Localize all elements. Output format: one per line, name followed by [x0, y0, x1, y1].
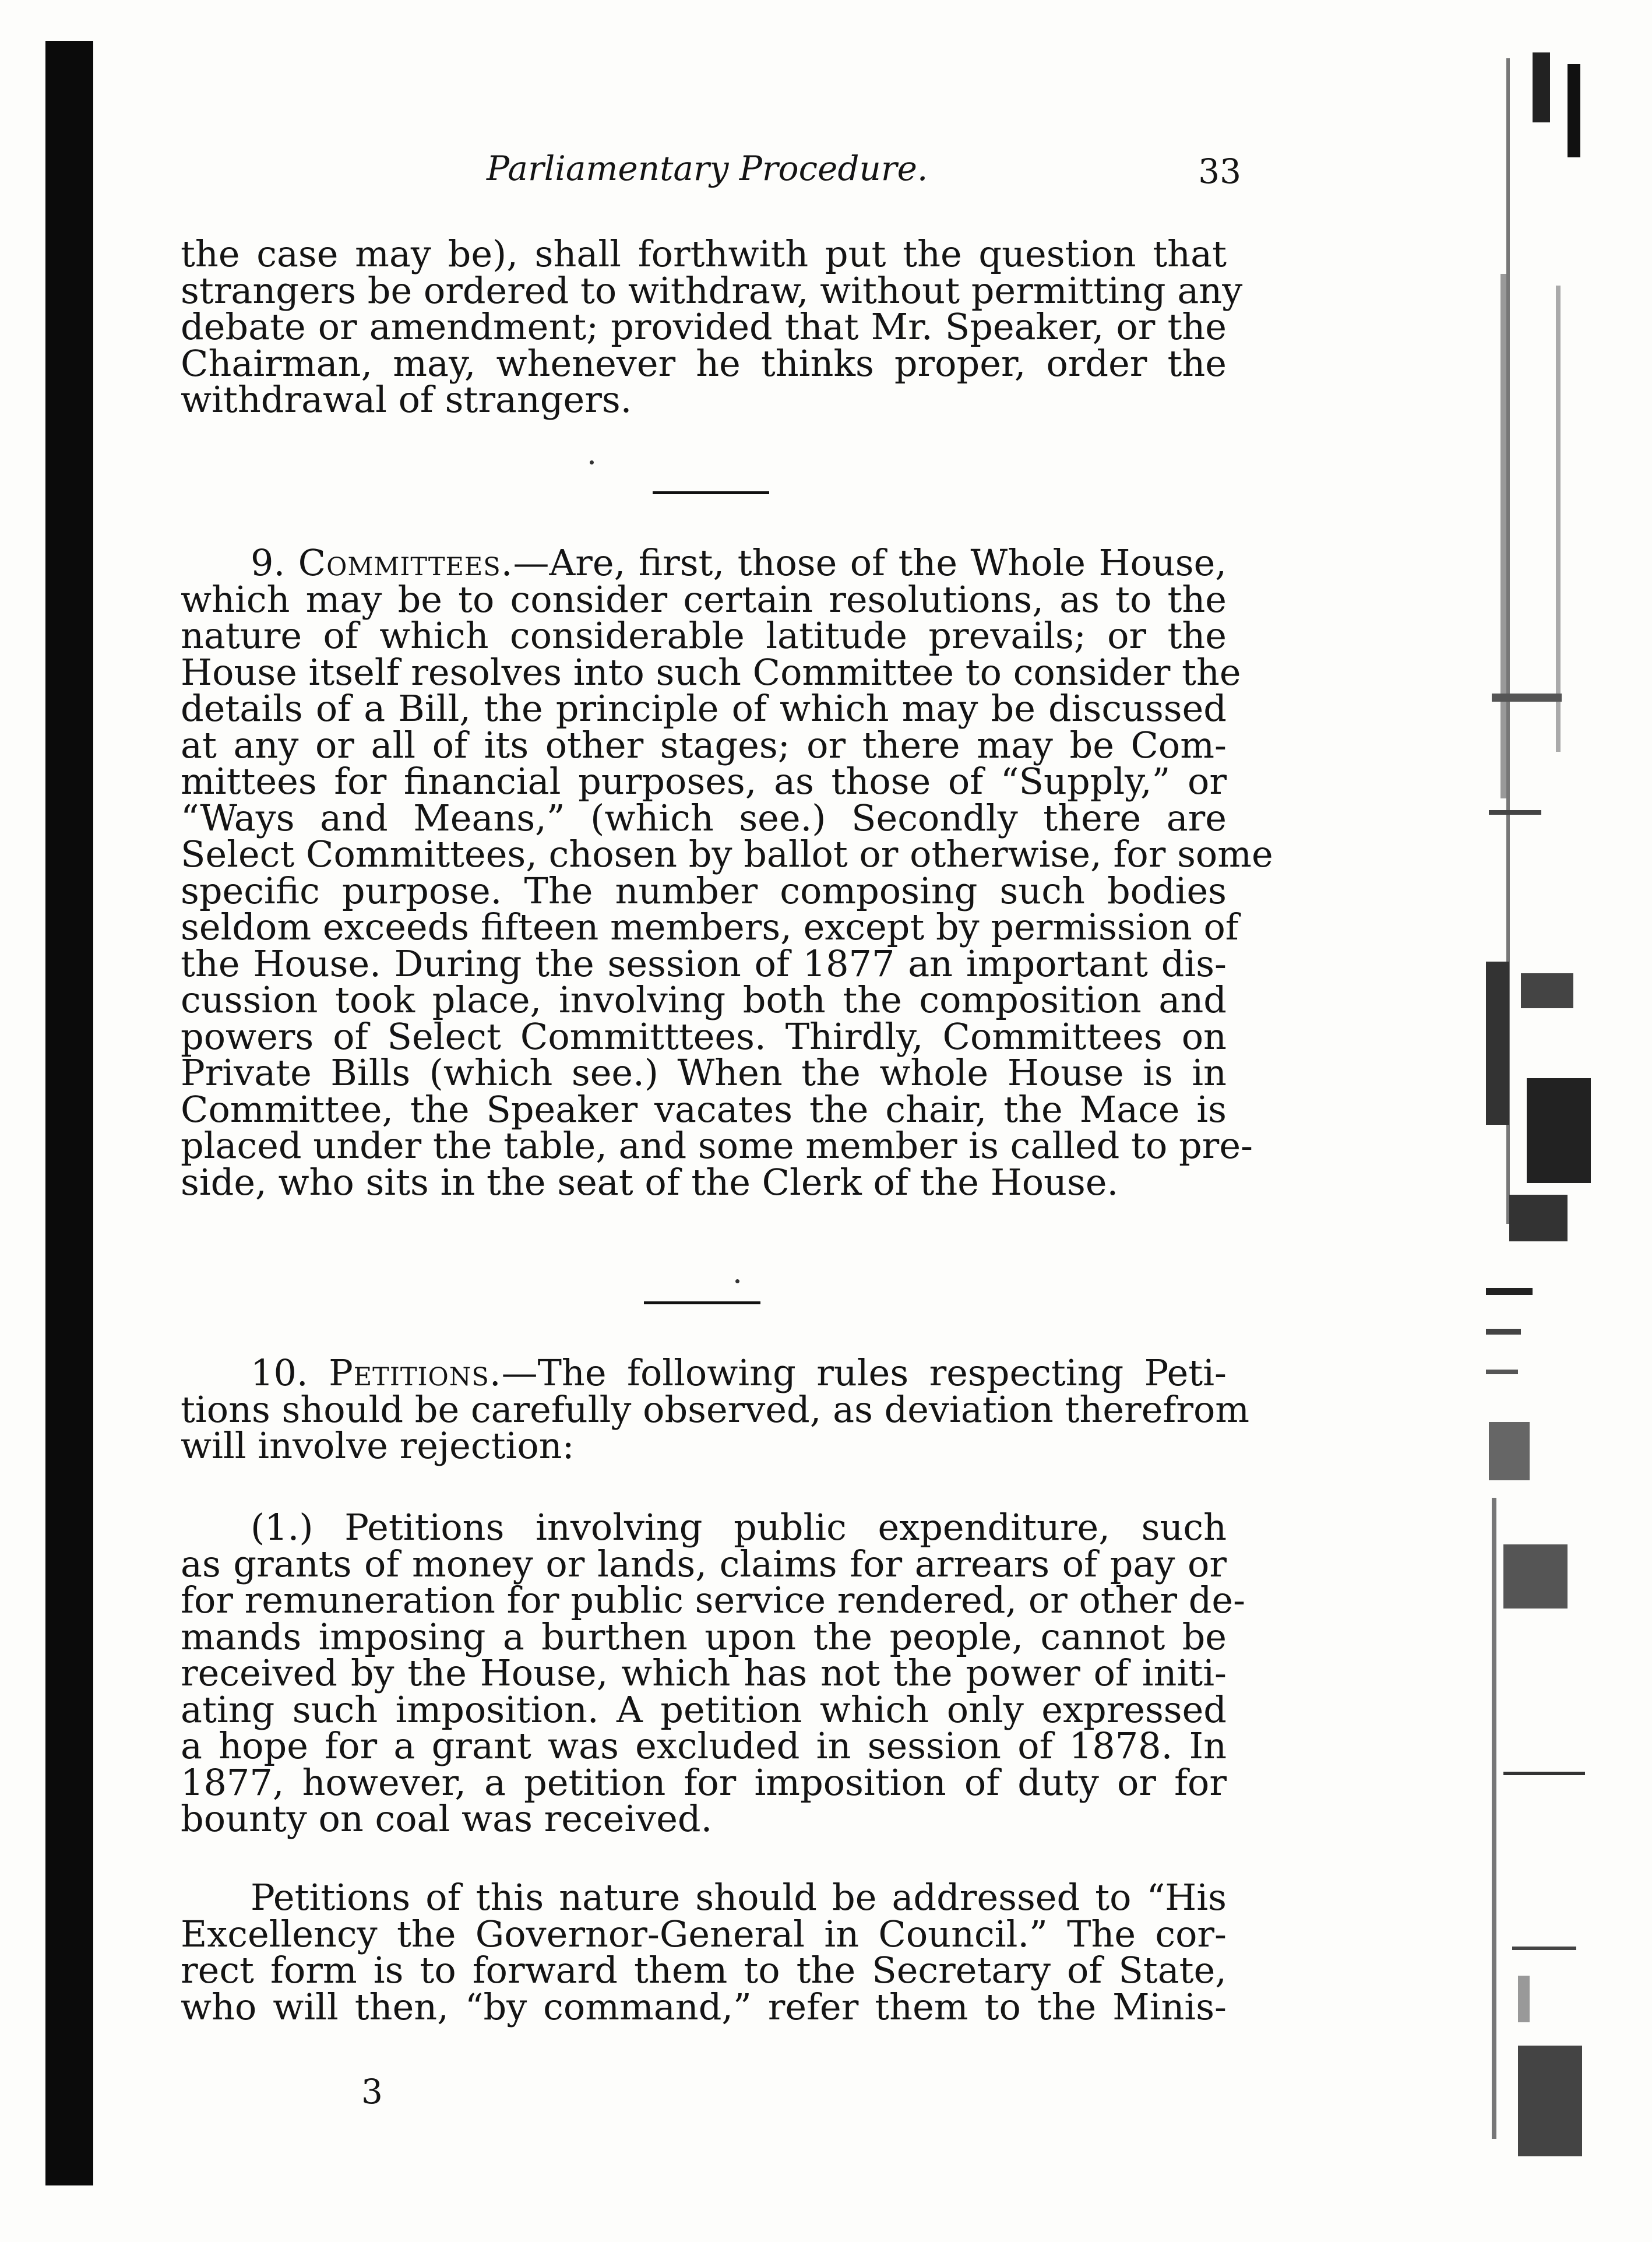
- text-line: specific purpose. The number composing such bodies: [181, 869, 1227, 912]
- text-line: cussion took place, involving both the composition and: [181, 979, 1227, 1021]
- section-number: 9.: [251, 541, 286, 584]
- text-line: debate or amendment; provided that Mr. Speaker, or the: [181, 305, 1227, 348]
- text-line: side, who sits in the seat of the Clerk of the House.: [181, 1160, 1119, 1203]
- text-line: rect form is to forward them to the Secretary of State,: [181, 1949, 1227, 1991]
- text-line: who will then, “by command,” refer them to the Minis-: [181, 1985, 1227, 2028]
- text-line: which may be to consider certain resolutions, as to the: [181, 578, 1227, 621]
- text-line: mittees for financial purposes, as those of “Supply,” or: [181, 760, 1227, 803]
- section-first-text: —Are, first, those of the Whole House,: [513, 541, 1227, 584]
- text-line: nature of which considerable latitude prevails; or the: [181, 614, 1227, 657]
- section-committees: [181, 541, 1273, 1203]
- text-line: placed under the table, and some member is called to pre-: [181, 1124, 1253, 1167]
- text-line: strangers be ordered to withdraw, without permitting any: [181, 269, 1243, 312]
- text-line: as grants of money or lands, claims for arrears of pay or: [181, 1542, 1227, 1585]
- text-line: tions should be carefully observed, as deviation therefrom: [181, 1388, 1250, 1431]
- text-line: ating such imposition. A petition which only expressed: [181, 1688, 1227, 1731]
- text-line: 1877, however, a petition for imposition of duty or for: [181, 1761, 1227, 1804]
- page-edge-scan-noise: [1445, 52, 1591, 2162]
- signature-mark: 3: [361, 2072, 383, 2111]
- text-line: for remuneration for public service rendered, or other de-: [181, 1579, 1246, 1621]
- text-line: seldom exceeds fifteen members, except by permission of: [181, 906, 1239, 948]
- text-line: Select Committees, chosen by ballot or otherwise, for some: [181, 833, 1273, 875]
- section-first-text: —The following rules respecting Peti-: [501, 1351, 1227, 1394]
- binding-strip: [45, 41, 93, 2185]
- section-petitions: [181, 1351, 1250, 1467]
- text-line: (1.) Petitions involving public expenditure, such: [251, 1506, 1227, 1548]
- section-heading: Petitions.: [329, 1351, 502, 1394]
- section-first-line: [181, 541, 1227, 584]
- text-line: House itself resolves into such Committee to consider the: [181, 650, 1241, 694]
- section-divider: [653, 491, 769, 494]
- text-line: details of a Bill, the principle of which may be discussed: [181, 687, 1227, 730]
- running-title: Parliamentary Procedure.: [487, 149, 928, 188]
- section-first-line: [181, 1351, 1227, 1394]
- text-line: Petitions of this nature should be addressed to “His: [251, 1876, 1227, 1919]
- text-line: powers of Select Committtees. Thirdly, Committees on: [181, 1015, 1227, 1058]
- page-header: [181, 149, 1241, 201]
- paragraph-petitions-nature: [181, 1876, 1227, 2028]
- speck: [590, 460, 594, 464]
- paragraph-strangers: [181, 233, 1243, 421]
- text-line: will involve rejection:: [181, 1424, 575, 1467]
- section-number: 10.: [251, 1351, 308, 1394]
- text-line: the House. During the session of 1877 an important dis-: [181, 942, 1227, 985]
- text-line: received by the House, which has not the power of initi-: [181, 1652, 1227, 1694]
- text-line: Excellency the Governor-General in Council.” The cor-: [181, 1912, 1227, 1955]
- text-line: a hope for a grant was excluded in session of 1878. In: [181, 1724, 1227, 1767]
- text-line: the case may be), shall forthwith put the question that: [181, 233, 1227, 275]
- text-line: bounty on coal was received.: [181, 1797, 713, 1840]
- text-line: Chairman, may, whenever he thinks proper, order the: [181, 342, 1227, 385]
- section-heading: Committees.: [298, 541, 513, 584]
- page-number: 33: [1198, 152, 1241, 191]
- text-line: Private Bills (which see.) When the whole House is in: [181, 1051, 1227, 1094]
- text-line: withdrawal of strangers.: [181, 378, 632, 421]
- text-line: mands imposing a burthen upon the people, cannot be: [181, 1615, 1227, 1658]
- speck: [735, 1279, 739, 1283]
- rule-1-paragraph: [181, 1506, 1246, 1840]
- text-line: Committee, the Speaker vacates the chair, the Mace is: [181, 1087, 1227, 1131]
- text-line: “Ways and Means,” (which see.) Secondly there are: [181, 796, 1227, 839]
- text-line: at any or all of its other stages; or there may be Com-: [181, 723, 1227, 766]
- section-divider: [644, 1301, 760, 1304]
